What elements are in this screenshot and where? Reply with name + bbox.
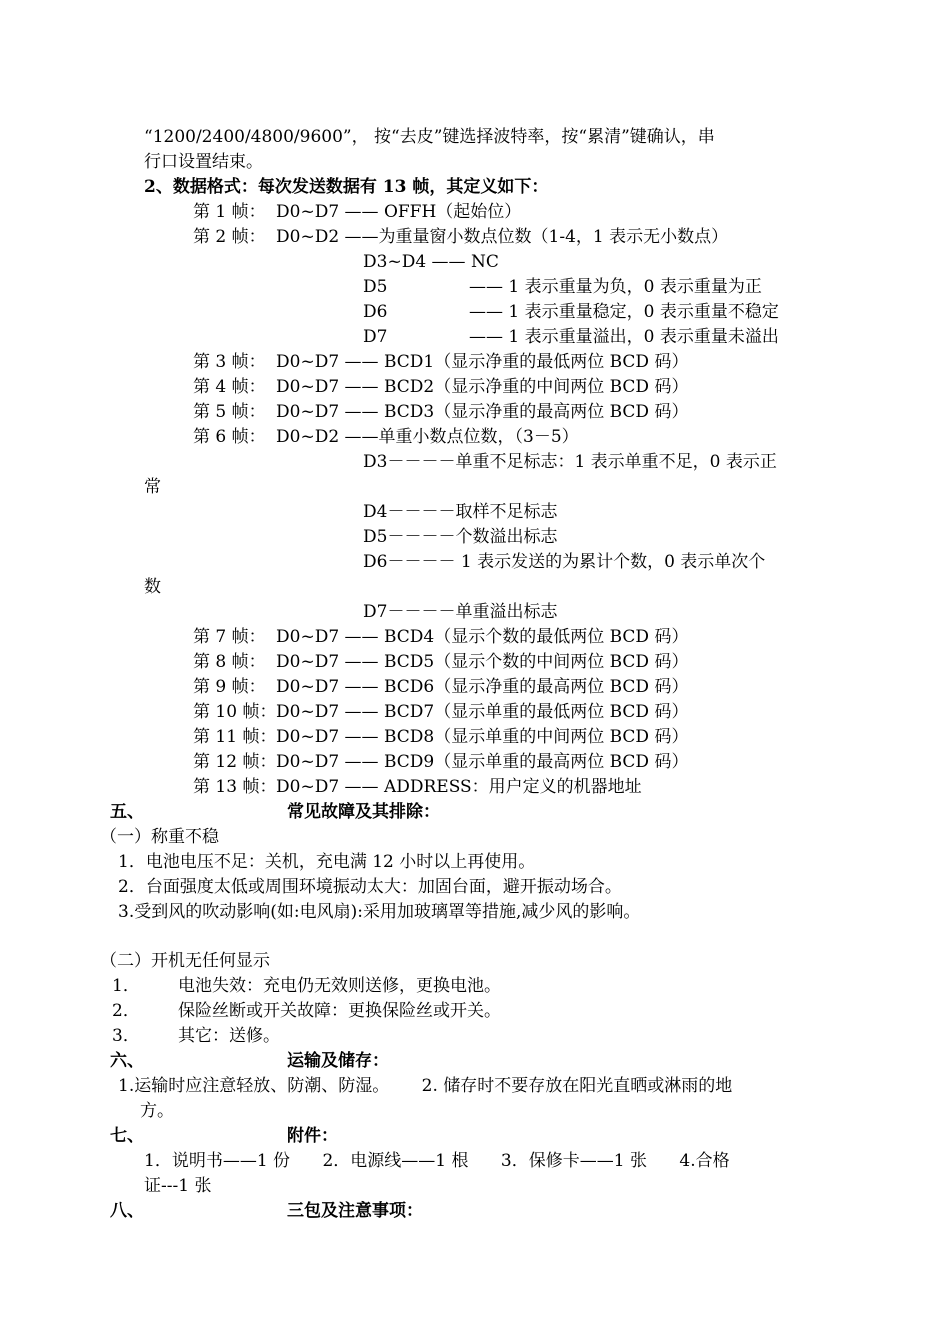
section5-sub2-item-text: 电池失效：充电仍无效则送修，更换电池。	[178, 976, 501, 996]
frame6-bit-d4: D4－－－－取样不足标志	[363, 502, 558, 522]
frame-label: 第 13 帧：	[193, 777, 277, 797]
section5-sub2-item-num: 1．	[112, 976, 140, 996]
frame2-bit-desc: —— 1 表示重量稳定，0 表示重量不稳定	[469, 302, 779, 322]
section5-sub2-item-num: 2．	[112, 1001, 140, 1021]
frame-label: 第 1 帧：	[193, 202, 266, 222]
frame-label: 第 10 帧：	[193, 702, 277, 722]
frame-text: D0~D7 —— BCD6（显示净重的最高两位 BCD 码）	[276, 677, 689, 697]
frame2-bit-desc: —— 1 表示重量溢出，0 表示重量未溢出	[469, 327, 779, 347]
frame6-bit-d3: D3－－－－单重不足标志：1 表示单重不足，0 表示正	[363, 452, 777, 472]
frame-label: 第 11 帧：	[193, 727, 277, 747]
frame6-bit-d7: D7－－－－单重溢出标志	[363, 602, 558, 622]
section5-title: 常见故障及其排除：	[287, 802, 440, 822]
frame2-bit: D7	[363, 327, 388, 347]
frame-label: 第 7 帧：	[193, 627, 266, 647]
section7-line-2: 证---1 张	[144, 1176, 212, 1196]
frame-text: D0~D7 —— BCD4（显示个数的最低两位 BCD 码）	[276, 627, 689, 647]
section5-sub1-title: （一）称重不稳	[100, 827, 219, 847]
frame2-bit: D6	[363, 302, 388, 322]
section6-number: 六、	[110, 1051, 144, 1071]
frame-label: 第 8 帧：	[193, 652, 266, 672]
section8-number: 八、	[110, 1201, 144, 1221]
frame-label: 第 9 帧：	[193, 677, 266, 697]
frame2-bit-desc: —— 1 表示重量为负，0 表示重量为正	[469, 277, 762, 297]
frame-text: D0~D7 —— BCD9（显示单重的最高两位 BCD 码）	[276, 752, 689, 772]
frame-label: 第 12 帧：	[193, 752, 277, 772]
frame2-bit: D3~D4 —— NC	[363, 252, 499, 272]
frame-label: 第 6 帧：	[193, 427, 266, 447]
frame-text: D0~D2 ——单重小数点位数，（3－5）	[276, 427, 579, 447]
frame6-bit-d5: D5－－－－个数溢出标志	[363, 527, 558, 547]
section7-line-1: 1．说明书——1 份 2．电源线——1 根 3．保修卡——1 张 4.合格	[144, 1151, 730, 1171]
section5-sub2-title: （二）开机无任何显示	[100, 951, 270, 971]
frame6-bit-d6-wrap: 数	[144, 577, 161, 597]
frame-text: D0~D7 —— ADDRESS：用户定义的机器地址	[276, 777, 642, 797]
section5-sub1-item: 2．台面强度太低或周围环境振动太大：加固台面，避开振动场合。	[118, 877, 622, 897]
frame-text: D0~D7 —— BCD2（显示净重的中间两位 BCD 码）	[276, 377, 689, 397]
frame-text: D0~D7 —— OFFH（起始位）	[276, 202, 522, 222]
serial-intro-line-1: “1200/2400/4800/9600”， 按“去皮”键选择波特率，按“累清”键确认，串	[144, 127, 715, 147]
frame-label: 第 2 帧：	[193, 227, 266, 247]
frame-text: D0~D7 —— BCD1（显示净重的最低两位 BCD 码）	[276, 352, 689, 372]
section5-number: 五、	[110, 802, 144, 822]
frame-label: 第 4 帧：	[193, 377, 266, 397]
frame-text: D0~D7 —— BCD5（显示个数的中间两位 BCD 码）	[276, 652, 689, 672]
frame-label: 第 5 帧：	[193, 402, 266, 422]
section5-sub2-item-text: 其它：送修。	[178, 1026, 280, 1046]
frame-label: 第 3 帧：	[193, 352, 266, 372]
section5-sub2-item-num: 3．	[112, 1026, 140, 1046]
section6-line-1: 1.运输时应注意轻放、防潮、防湿。 2. 储存时不要存放在阳光直晒或淋雨的地	[118, 1076, 733, 1096]
frame-text: D0~D2 ——为重量窗小数点位数（1-4，1 表示无小数点）	[276, 227, 729, 247]
frame6-bit-d3-wrap: 常	[144, 477, 161, 497]
section6-line-2: 方。	[140, 1101, 174, 1121]
section7-number: 七、	[110, 1126, 144, 1146]
frame-text: D0~D7 —— BCD8（显示单重的中间两位 BCD 码）	[276, 727, 689, 747]
frame6-bit-d6: D6－－－－ 1 表示发送的为累计个数，0 表示单次个	[363, 552, 766, 572]
serial-intro-line-2: 行口设置结束。	[144, 152, 263, 172]
section6-title: 运输及储存：	[287, 1051, 389, 1071]
frame2-bit: D5	[363, 277, 388, 297]
section8-title: 三包及注意事项：	[287, 1201, 423, 1221]
section5-sub2-item-text: 保险丝断或开关故障：更换保险丝或开关。	[178, 1001, 501, 1021]
frame-text: D0~D7 —— BCD3（显示净重的最高两位 BCD 码）	[276, 402, 689, 422]
data-format-heading: 2、数据格式：每次发送数据有 13 帧，其定义如下：	[144, 177, 549, 197]
section5-sub1-item: 3.受到风的吹动影响(如:电风扇):采用加玻璃罩等措施,减少风的影响。	[118, 902, 641, 922]
section7-title: 附件：	[287, 1126, 338, 1146]
frame-text: D0~D7 —— BCD7（显示单重的最低两位 BCD 码）	[276, 702, 689, 722]
section5-sub1-item: 1．电池电压不足：关机，充电满 12 小时以上再使用。	[118, 852, 536, 872]
